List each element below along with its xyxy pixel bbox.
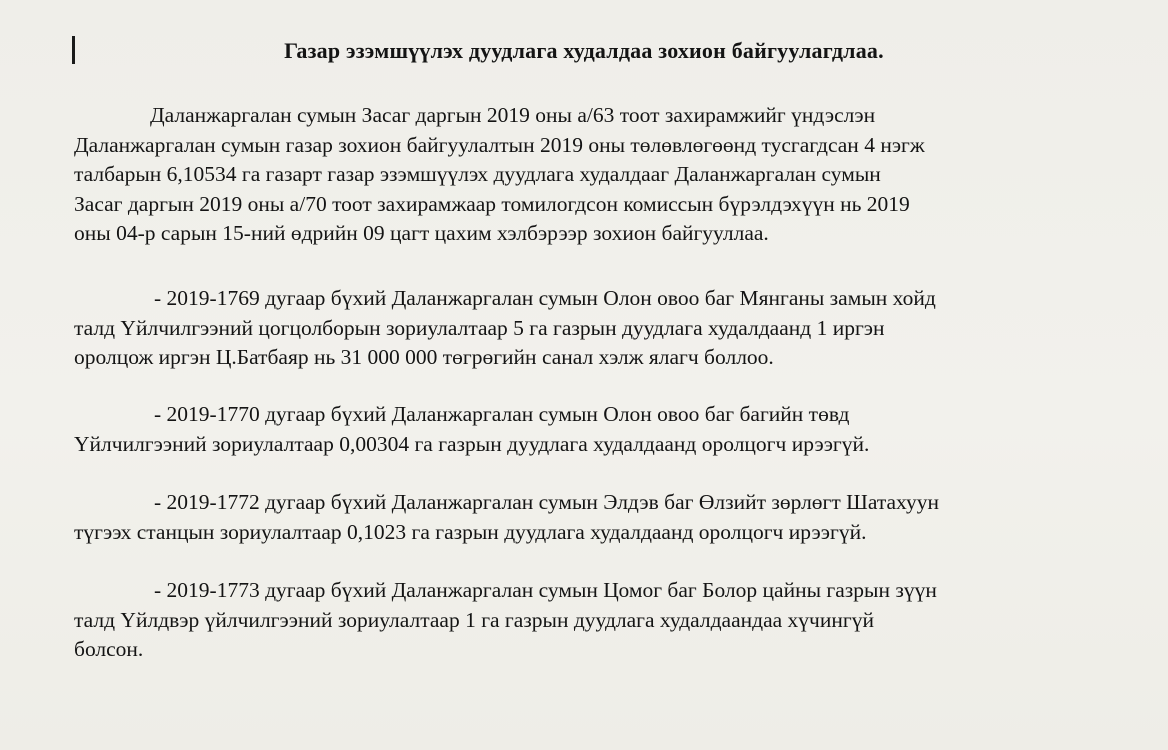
paragraph-line: болсон. (74, 637, 144, 661)
paragraph-line: Даланжаргалан сумын газар зохион байгуулалтын 2019 оны төлөвлөгөөнд тусгагдсан 4 нэгж (74, 132, 925, 157)
auction-item-1773 (74, 576, 1114, 665)
auction-item-1769 (74, 284, 1114, 373)
paragraph-line: талд Үйлчилгээний цогцолборын зориулалтаар 5 га газрын дуудлага худалдаанд 1 иргэн (74, 315, 885, 340)
paragraph-line: оны 04-р сарын 15-ний өдрийн 09 цагт цахим хэлбэрээр зохион байгууллаа. (74, 221, 769, 245)
auction-item-1772 (74, 488, 1114, 547)
paragraph-line: Үйлчилгээний зориулалтаар 0,00304 га газрын дуудлага худалдаанд оролцогч ирээгүй. (74, 431, 870, 456)
paragraph-line: Засаг даргын 2019 оны а/70 тоот захирамжаар томилогдсон комиссын бүрэлдэхүүн нь 2019 (74, 191, 910, 216)
paragraph-line: оролцож иргэн Ц.Батбаяр нь 31 000 000 төгрөгийн санал хэлж ялагч боллоо. (74, 345, 774, 369)
intro-paragraph (74, 101, 1114, 249)
paragraph-line: түгээх станцын зориулалтаар 0,1023 га газрын дуудлага худалдаанд оролцогч ирээгүй. (74, 519, 867, 544)
document-title: Газар эзэмшүүлэх дуудлага худалдаа зохион байгуулагдлаа. (284, 38, 884, 63)
paragraph-line: - 2019-1770 дугаар бүхий Даланжаргалан сумын Олон овоо баг багийн төвд (154, 402, 850, 426)
paragraph-line: - 2019-1773 дугаар бүхий Даланжаргалан сумын Цомог баг Болор цайны газрын зүүн (154, 578, 937, 602)
paragraph-line: талбарын 6,10534 га газарт газар эзэмшүүлэх дуудлага худалдааг Даланжаргалан сумын (74, 162, 881, 186)
paragraph-line: Даланжаргалан сумын Засаг даргын 2019 оны а/63 тоот захирамжийг үндэслэн (150, 103, 876, 127)
paragraph-line: талд Үйлдвэр үйлчилгээний зориулалтаар 1 га газрын дуудлага худалдаандаа хүчингүй (74, 607, 874, 632)
auction-item-1770 (74, 400, 1114, 459)
paragraph-line: - 2019-1772 дугаар бүхий Даланжаргалан сумын Элдэв баг Өлзийт зөрлөгт Шатахуун (154, 490, 939, 514)
paragraph-line: - 2019-1769 дугаар бүхий Даланжаргалан сумын Олон овоо баг Мянганы замын хойд (154, 286, 936, 310)
